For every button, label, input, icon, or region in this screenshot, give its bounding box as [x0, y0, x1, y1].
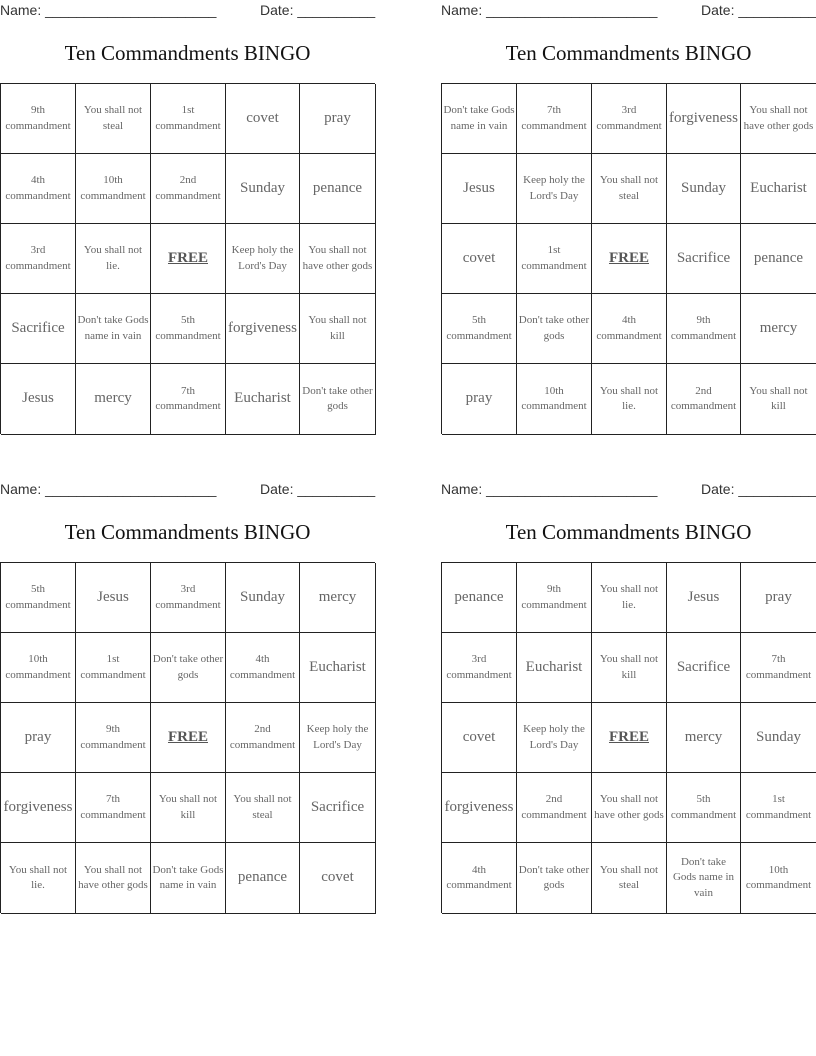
bingo-cell[interactable]: Don't take Gods name in vain [442, 84, 517, 154]
bingo-cell[interactable]: You shall not kill [592, 633, 667, 703]
bingo-cell[interactable]: Keep holy the Lord's Day [226, 224, 300, 294]
bingo-cell[interactable]: Sacrifice [667, 224, 741, 294]
card-header [441, 2, 816, 20]
card-header [441, 481, 816, 499]
name-field[interactable]: Name: ______________________ [0, 481, 217, 497]
bingo-cell[interactable]: 10th commandment [741, 843, 816, 914]
bingo-cell[interactable]: You shall not steal [76, 84, 151, 154]
bingo-cell[interactable]: Keep holy the Lord's Day [300, 703, 376, 773]
bingo-cell[interactable]: You shall not lie. [1, 843, 76, 914]
bingo-cell[interactable]: covet [442, 224, 517, 294]
bingo-cell[interactable]: 10th commandment [76, 154, 151, 224]
bingo-cell[interactable]: pray [741, 563, 816, 633]
bingo-cell[interactable]: penance [226, 843, 300, 914]
bingo-cell[interactable]: Don't take Gods name in vain [667, 843, 741, 914]
bingo-grid [0, 83, 375, 434]
card-title: Ten Commandments BINGO [505, 41, 752, 65]
bingo-cell[interactable]: You shall not steal [592, 154, 667, 224]
bingo-cell[interactable]: 5th commandment [667, 773, 741, 843]
bingo-cell[interactable]: You shall not have other gods [76, 843, 151, 914]
bingo-cell[interactable]: You shall not steal [592, 843, 667, 914]
bingo-cell[interactable]: 9th commandment [667, 294, 741, 364]
date-field[interactable]: Date: __________ [260, 481, 376, 497]
bingo-cell[interactable]: penance [741, 224, 816, 294]
bingo-cell[interactable]: 7th commandment [741, 633, 816, 703]
bingo-cell[interactable]: 2nd commandment [151, 154, 226, 224]
bingo-cell[interactable]: You shall not lie. [592, 563, 667, 633]
bingo-cell[interactable]: You shall not lie. [592, 364, 667, 435]
bingo-cell[interactable]: 10th commandment [1, 633, 76, 703]
bingo-card-1 [0, 0, 375, 434]
bingo-cell[interactable]: forgiveness [1, 773, 76, 843]
date-field[interactable]: Date: __________ [701, 481, 816, 497]
bingo-card-4 [441, 479, 816, 913]
bingo-cell[interactable]: 1st commandment [741, 773, 816, 843]
bingo-cell[interactable]: 3rd commandment [151, 563, 226, 633]
bingo-cell[interactable]: penance [300, 154, 376, 224]
bingo-cell[interactable]: 1st commandment [517, 224, 592, 294]
bingo-cell[interactable]: Jesus [1, 364, 76, 435]
bingo-cell[interactable]: pray [442, 364, 517, 435]
bingo-cell[interactable]: forgiveness [226, 294, 300, 364]
card-title: Ten Commandments BINGO [505, 520, 752, 544]
card-header [0, 2, 375, 20]
bingo-cell[interactable]: Eucharist [517, 633, 592, 703]
bingo-cell[interactable]: 5th commandment [151, 294, 226, 364]
bingo-cell[interactable]: You shall not kill [741, 364, 816, 435]
bingo-cell[interactable]: 3rd commandment [442, 633, 517, 703]
bingo-cell[interactable]: Jesus [76, 563, 151, 633]
bingo-cell[interactable]: 5th commandment [1, 563, 76, 633]
bingo-cell[interactable]: pray [1, 703, 76, 773]
bingo-cell[interactable]: Eucharist [741, 154, 816, 224]
card-title: Ten Commandments BINGO [64, 520, 311, 544]
bingo-cell[interactable]: pray [300, 84, 376, 154]
bingo-cell[interactable]: Don't take other gods [517, 843, 592, 914]
name-field[interactable]: Name: ______________________ [0, 2, 217, 18]
bingo-cell[interactable]: You shall not steal [226, 773, 300, 843]
bingo-cell[interactable]: covet [300, 843, 376, 914]
name-field[interactable]: Name: ______________________ [441, 481, 658, 497]
bingo-cell[interactable]: You shall not kill [300, 294, 376, 364]
bingo-cell[interactable]: 9th commandment [76, 703, 151, 773]
bingo-grid [441, 83, 816, 434]
bingo-cell[interactable]: Sacrifice [667, 633, 741, 703]
bingo-cell[interactable]: 4th commandment [226, 633, 300, 703]
bingo-cell[interactable]: 4th commandment [592, 294, 667, 364]
bingo-cell[interactable]: 7th commandment [151, 364, 226, 435]
bingo-cell[interactable]: 5th commandment [442, 294, 517, 364]
bingo-cell[interactable]: covet [226, 84, 300, 154]
bingo-grid [0, 562, 375, 913]
bingo-cell[interactable]: 1st commandment [151, 84, 226, 154]
bingo-cell[interactable]: Sacrifice [1, 294, 76, 364]
card-title: Ten Commandments BINGO [64, 41, 311, 65]
free-space[interactable]: FREE [592, 224, 667, 294]
bingo-cell[interactable]: 3rd commandment [1, 224, 76, 294]
bingo-cell[interactable]: You shall not have other gods [300, 224, 376, 294]
bingo-cell[interactable]: 2nd commandment [517, 773, 592, 843]
bingo-cell[interactable]: You shall not have other gods [741, 84, 816, 154]
bingo-cell[interactable]: Sunday [667, 154, 741, 224]
date-field[interactable]: Date: __________ [260, 2, 376, 18]
bingo-cell[interactable]: You shall not have other gods [592, 773, 667, 843]
bingo-cell[interactable]: Don't take Gods name in vain [76, 294, 151, 364]
bingo-cell[interactable]: 4th commandment [442, 843, 517, 914]
date-field[interactable]: Date: __________ [701, 2, 816, 18]
bingo-cell[interactable]: 9th commandment [517, 563, 592, 633]
bingo-cell[interactable]: 10th commandment [517, 364, 592, 435]
bingo-cell[interactable]: Don't take Gods name in vain [151, 843, 226, 914]
bingo-cell[interactable]: 2nd commandment [667, 364, 741, 435]
bingo-cell[interactable]: forgiveness [667, 84, 741, 154]
bingo-cell[interactable]: Don't take other gods [151, 633, 226, 703]
card-header [0, 481, 375, 499]
bingo-cell[interactable]: Sunday [226, 563, 300, 633]
bingo-cell[interactable]: Keep holy the Lord's Day [517, 703, 592, 773]
free-space[interactable]: FREE [151, 703, 226, 773]
bingo-cell[interactable]: mercy [667, 703, 741, 773]
bingo-cell[interactable]: 3rd commandment [592, 84, 667, 154]
bingo-cell[interactable]: 4th commandment [1, 154, 76, 224]
bingo-card-2 [441, 0, 816, 434]
bingo-cell[interactable]: penance [442, 563, 517, 633]
name-field[interactable]: Name: ______________________ [441, 2, 658, 18]
bingo-cell[interactable]: 1st commandment [76, 633, 151, 703]
bingo-cell[interactable]: mercy [741, 294, 816, 364]
free-space[interactable]: FREE [151, 224, 226, 294]
bingo-card-3 [0, 479, 375, 913]
bingo-cell[interactable]: 7th commandment [517, 84, 592, 154]
bingo-cell[interactable]: 7th commandment [76, 773, 151, 843]
bingo-cell[interactable]: Eucharist [226, 364, 300, 435]
bingo-cell[interactable]: Eucharist [300, 633, 376, 703]
bingo-cell[interactable]: 9th commandment [1, 84, 76, 154]
bingo-cell[interactable]: mercy [76, 364, 151, 435]
bingo-cell[interactable]: mercy [300, 563, 376, 633]
bingo-cell[interactable]: Keep holy the Lord's Day [517, 154, 592, 224]
bingo-cell[interactable]: Jesus [442, 154, 517, 224]
bingo-cell[interactable]: You shall not kill [151, 773, 226, 843]
bingo-cell[interactable]: 2nd commandment [226, 703, 300, 773]
bingo-cell[interactable]: Sunday [226, 154, 300, 224]
bingo-cell[interactable]: forgiveness [442, 773, 517, 843]
bingo-cell[interactable]: You shall not lie. [76, 224, 151, 294]
bingo-cell[interactable]: Jesus [667, 563, 741, 633]
bingo-grid [441, 562, 816, 913]
bingo-cell[interactable]: Sacrifice [300, 773, 376, 843]
bingo-cell[interactable]: Don't take other gods [517, 294, 592, 364]
free-space[interactable]: FREE [592, 703, 667, 773]
bingo-cell[interactable]: covet [442, 703, 517, 773]
bingo-cell[interactable]: Sunday [741, 703, 816, 773]
bingo-cell[interactable]: Don't take other gods [300, 364, 376, 435]
